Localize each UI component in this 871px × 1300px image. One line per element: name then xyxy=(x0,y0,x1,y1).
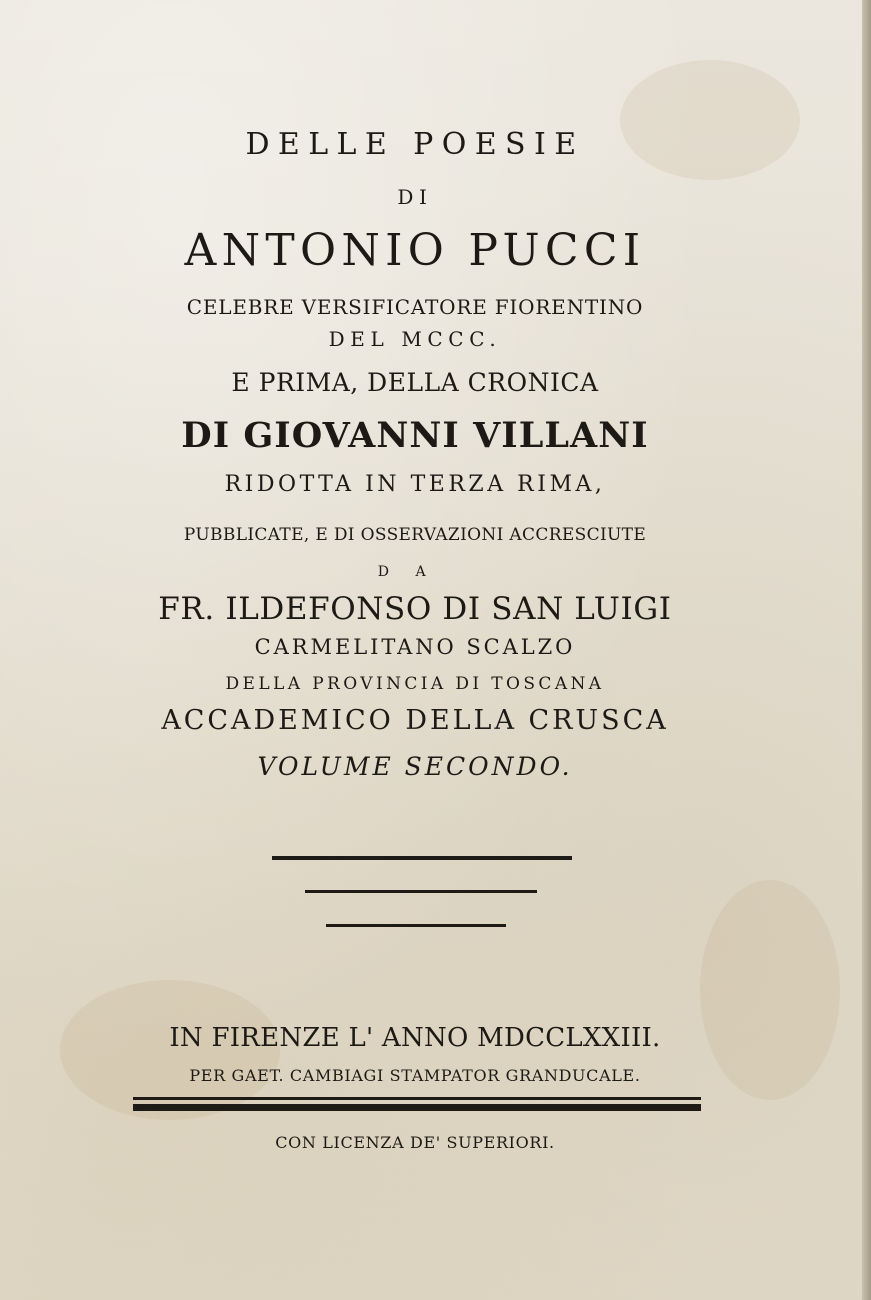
author-name: ANTONIO PUCCI xyxy=(184,225,646,276)
editor-name: FR. ILDEFONSO DI SAN LUIGI xyxy=(158,591,672,627)
volume-label: VOLUME SECONDO. xyxy=(257,752,573,781)
work-intro: E PRIMA, DELLA CRONICA xyxy=(231,368,599,397)
imprint-printer: PER GAET. CAMBIAGI STAMPATOR GRANDUCALE. xyxy=(189,1066,641,1085)
editor-da: DA xyxy=(377,564,453,580)
decorative-rule xyxy=(272,856,572,860)
page-edge xyxy=(862,0,871,1300)
work-author: DI GIOVANNI VILLANI xyxy=(181,415,649,456)
decorative-rule xyxy=(305,890,537,893)
paper-stain xyxy=(700,880,840,1100)
author-century: DEL MCCC. xyxy=(328,327,502,351)
paper-stain xyxy=(620,60,800,180)
work-form: RIDOTTA IN TERZA RIMA, xyxy=(224,472,606,497)
imprint-rule-thick xyxy=(133,1104,701,1111)
editor-province: DELLA PROVINCIA DI TOSCANA xyxy=(225,674,605,694)
editor-academy: ACCADEMICO DELLA CRUSCA xyxy=(161,705,669,736)
editor-intro: PUBBLICATE, E DI OSSERVAZIONI ACCRESCIUTE xyxy=(183,525,647,545)
imprint-place-year: IN FIRENZE L' ANNO MDCCLXXIII. xyxy=(169,1023,661,1053)
title-line-delle-poesie: DELLE POESIE xyxy=(245,127,585,162)
imprint-rule-top xyxy=(133,1097,701,1100)
author-description: CELEBRE VERSIFICATORE FIORENTINO xyxy=(186,295,644,319)
editor-order: CARMELITANO SCALZO xyxy=(254,635,576,659)
title-line-di: DI xyxy=(397,185,433,209)
imprint-license: CON LICENZA DE' SUPERIORI. xyxy=(275,1133,555,1152)
decorative-rule xyxy=(326,924,506,927)
